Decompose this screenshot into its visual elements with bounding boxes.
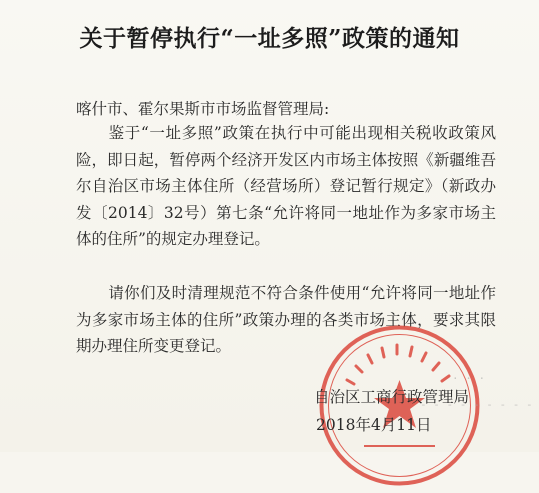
paragraph-1-text: 鉴于“一址多照”政策在执行中可能出现相关税收政策风险，即日起，暂停两个经济开发区内市场主体按照《新疆维吾尔自治区市场主体住所（经营场所）登记暂行规定》（新政办发〔2014〕32号）第七条“允许将同一地址作为多家市场主体的住所”的规定办理登记。 (76, 124, 496, 248)
signature-date: 2018年4月11日 (316, 416, 432, 434)
ghost-stamp-mark: - - - - - - - - - (420, 398, 533, 411)
document-title: 关于暂停执行“一址多照”政策的通知 (79, 25, 460, 52)
paragraph-1 (76, 120, 496, 253)
addressee: 喀什市、霍尔果斯市市场监督管理局: (76, 100, 330, 118)
ghost-stamp-mark: · · · (452, 372, 486, 385)
paragraph-2-text: 请你们及时清理规范不符合条件使用“允许将同一地址作为多家市场主体的住所”政策办理的各类市场主体，要求其限期办理住所变更登记。 (76, 284, 496, 355)
signature-organization: 自治区工商行政管理局 (314, 388, 470, 406)
